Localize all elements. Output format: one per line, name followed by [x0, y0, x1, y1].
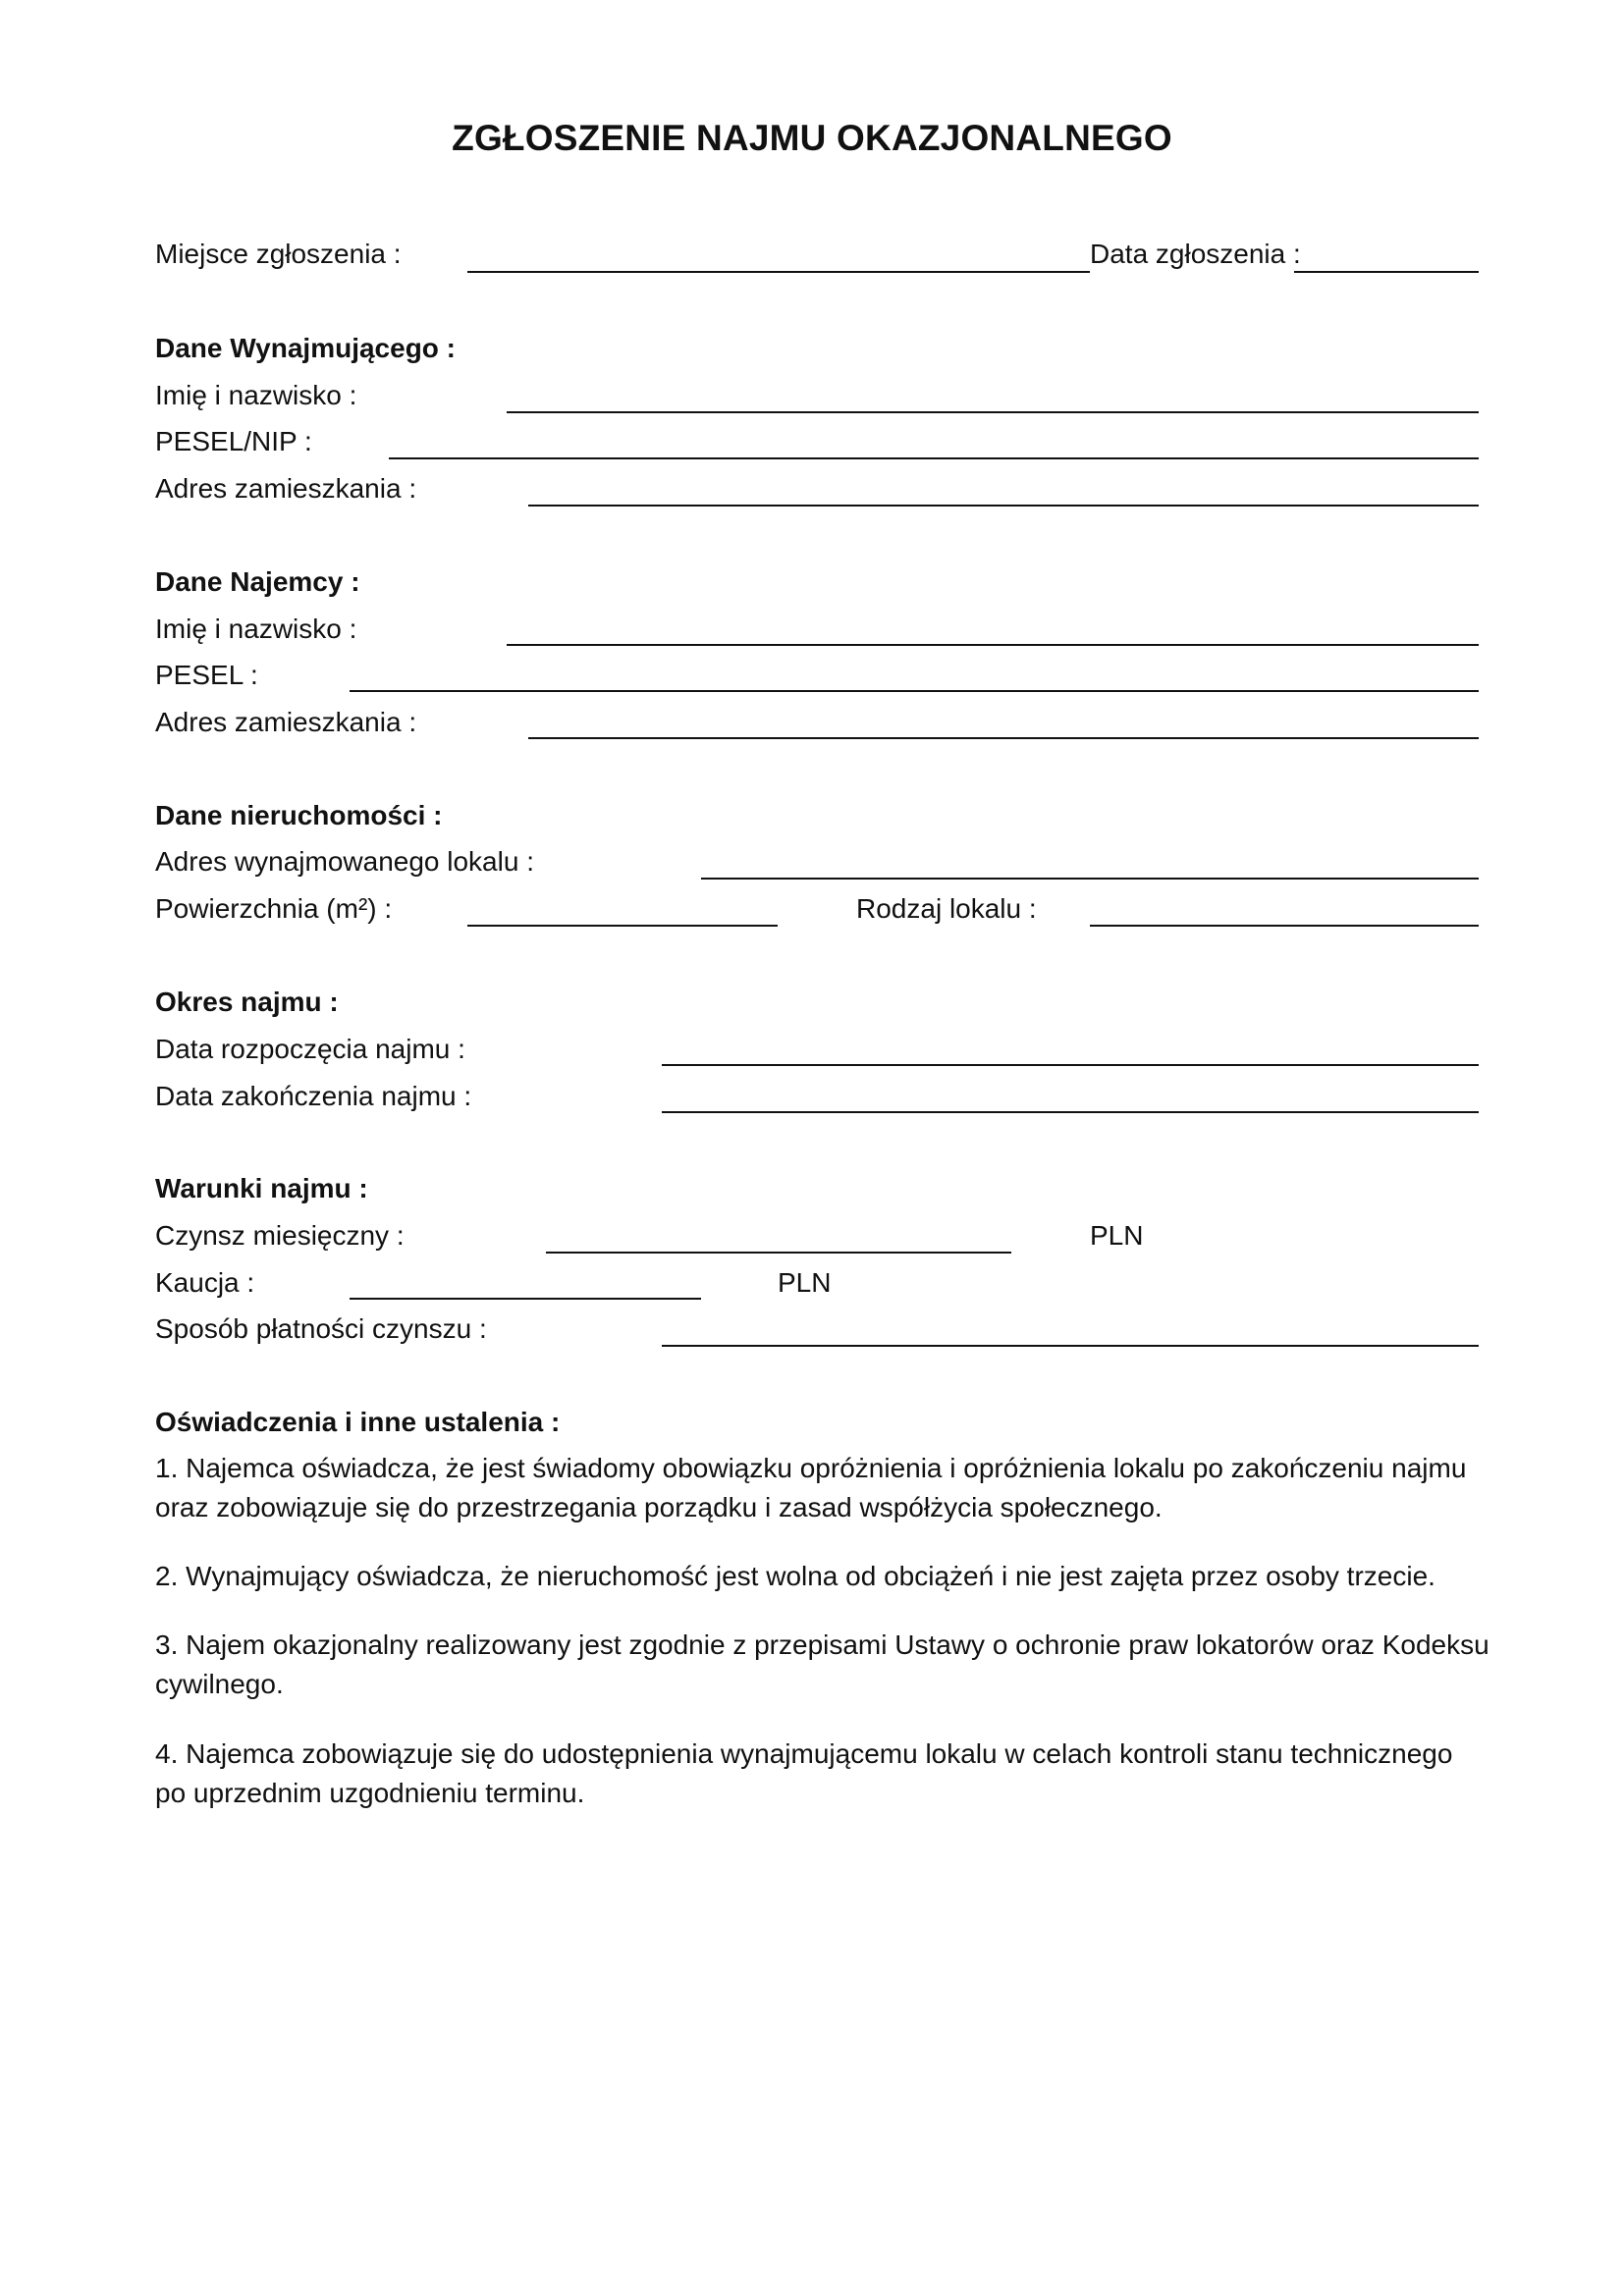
property-area-label: Powierzchnia (m²) :: [155, 893, 393, 924]
tenant-address-field[interactable]: [528, 737, 1479, 739]
place-field[interactable]: [467, 271, 1090, 273]
terms-heading: Warunki najmu :: [155, 1173, 368, 1203]
form-title: ZGŁOSZENIE NAJMU OKAZJONALNEGO: [452, 118, 1172, 158]
rent-currency: PLN: [1090, 1220, 1144, 1251]
statements-heading: Oświadczenia i inne ustalenia :: [155, 1407, 561, 1437]
property-address-field[interactable]: [701, 878, 1479, 880]
landlord-address-field[interactable]: [528, 505, 1479, 507]
property-area-field[interactable]: [467, 925, 778, 927]
landlord-pesel-label: PESEL/NIP :: [155, 426, 312, 456]
landlord-name-field[interactable]: [507, 411, 1479, 413]
tenant-pesel-field[interactable]: [350, 690, 1479, 692]
landlord-name-label: Imię i nazwisko :: [155, 380, 357, 410]
rent-field[interactable]: [546, 1252, 1011, 1254]
statement-item: 2. Wynajmujący oświadcza, że nieruchomość jest wolna od obciążeń i nie jest zajęta przez osoby trzecie.: [155, 1561, 1435, 1591]
tenant-name-field[interactable]: [507, 644, 1479, 646]
statement-item: 4. Najemca zobowiązuje się do udostępnienia wynajmującemu lokalu w celach kontroli stanu technicznego po uprzednim uzgodnieniu terminu.: [155, 1738, 1453, 1808]
date-field[interactable]: [1294, 271, 1479, 273]
payment-method-label: Sposób płatności czynszu :: [155, 1313, 487, 1344]
deposit-currency: PLN: [778, 1267, 832, 1298]
period-start-label: Data rozpoczęcia najmu :: [155, 1034, 465, 1064]
landlord-address-label: Adres zamieszkania :: [155, 473, 417, 504]
place-label: Miejsce zgłoszenia :: [155, 239, 402, 269]
property-address-label: Adres wynajmowanego lokalu :: [155, 846, 534, 877]
deposit-field[interactable]: [350, 1298, 701, 1300]
tenant-address-label: Adres zamieszkania :: [155, 707, 417, 737]
landlord-heading: Dane Wynajmującego :: [155, 333, 457, 363]
property-type-field[interactable]: [1090, 925, 1479, 927]
statement-item: 3. Najem okazjonalny realizowany jest zgodnie z przepisami Ustawy o ochronie praw lokatorów oraz Kodeksu cywilnego.: [155, 1629, 1489, 1699]
deposit-label: Kaucja :: [155, 1267, 255, 1298]
rent-label: Czynsz miesięczny :: [155, 1220, 405, 1251]
date-label: Data zgłoszenia :: [1090, 239, 1301, 269]
period-end-label: Data zakończenia najmu :: [155, 1081, 472, 1111]
tenant-heading: Dane Najemcy :: [155, 566, 360, 597]
property-heading: Dane nieruchomości :: [155, 800, 443, 830]
statement-item: 1. Najemca oświadcza, że jest świadomy obowiązku opróżnienia i opróżnienia lokalu po zakończeniu najmu oraz zobowiązuje się do przestrzegania porządku i zasad współżycia społecznego.: [155, 1453, 1467, 1522]
period-end-field[interactable]: [662, 1111, 1479, 1113]
period-start-field[interactable]: [662, 1064, 1479, 1066]
property-type-label: Rodzaj lokalu :: [856, 893, 1037, 924]
tenant-pesel-label: PESEL :: [155, 660, 258, 690]
landlord-pesel-field[interactable]: [389, 457, 1479, 459]
period-heading: Okres najmu :: [155, 987, 339, 1017]
payment-method-field[interactable]: [662, 1345, 1479, 1347]
tenant-name-label: Imię i nazwisko :: [155, 614, 357, 644]
